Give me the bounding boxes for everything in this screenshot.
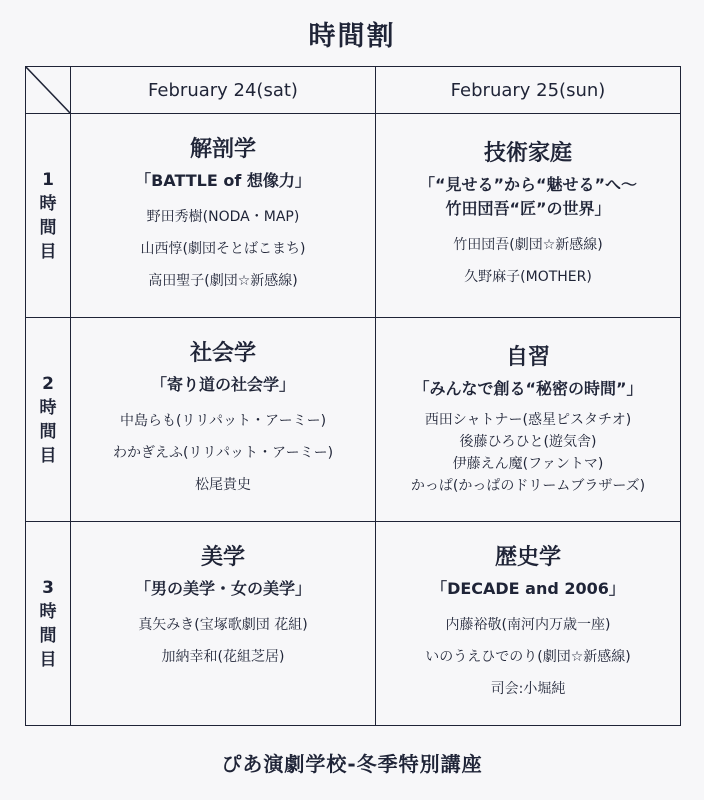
lecturer: 伊藤えん魔(ファントマ) bbox=[452, 455, 604, 472]
period-row bbox=[26, 318, 681, 522]
lecturer: 真矢みき(宝塚歌劇団 花組) bbox=[138, 616, 308, 633]
period-row bbox=[26, 522, 681, 726]
period-number: 1 bbox=[42, 169, 54, 190]
corner-cell bbox=[26, 67, 71, 114]
topic-line: 「“見せる”から“魅せる”へ〜 bbox=[418, 174, 638, 194]
footer-title: ぴあ演劇学校-冬季特別講座 bbox=[221, 752, 483, 776]
diagonal-line-icon bbox=[26, 67, 70, 113]
period-suffix: 時 間 目 bbox=[39, 601, 57, 670]
topic-line: 竹田団吾“匠”の世界」 bbox=[445, 198, 611, 218]
topic-line: 「DECADE and 2006」 bbox=[431, 578, 625, 598]
class-cell bbox=[71, 522, 376, 726]
timetable bbox=[25, 66, 681, 726]
period-suffix: 時 間 目 bbox=[39, 397, 57, 466]
page-title: 時間割 bbox=[308, 21, 396, 52]
lecturer: 後藤ひろひと(遊気舎) bbox=[459, 433, 597, 450]
lecturer: 中島らも(リリパット・アーミー) bbox=[119, 412, 327, 429]
lecturer: 松尾貴史 bbox=[195, 476, 251, 493]
lecturer: 山西惇(劇団そとばこまち) bbox=[140, 240, 306, 257]
class-cell bbox=[376, 522, 681, 726]
subject-title: 美学 bbox=[200, 544, 245, 570]
class-cell bbox=[71, 114, 376, 318]
period-label bbox=[26, 318, 71, 522]
period-label bbox=[26, 522, 71, 726]
class-cell bbox=[376, 318, 681, 522]
lecturer: わかぎえふ(リリパット・アーミー) bbox=[112, 444, 334, 461]
topic-line: 「寄り道の社会学」 bbox=[150, 374, 295, 394]
period-number: 2 bbox=[42, 373, 54, 394]
period-label bbox=[26, 114, 71, 318]
topic-line: 「みんなで創る“秘密の時間”」 bbox=[413, 378, 643, 398]
host-credit: 司会:小堀純 bbox=[490, 680, 566, 697]
period-row bbox=[26, 114, 681, 318]
lecturer: 内藤裕敬(南河内万歳一座) bbox=[445, 616, 611, 633]
subject-title: 歴史学 bbox=[494, 544, 561, 570]
subject-title: 社会学 bbox=[189, 340, 256, 366]
lecturer: 野田秀樹(NODA・MAP) bbox=[146, 208, 300, 225]
class-cell bbox=[71, 318, 376, 522]
lecturer: 高田聖子(劇団☆新感線) bbox=[148, 272, 298, 289]
day-header-sat: February 24(sat) bbox=[71, 67, 376, 114]
subject-title: 解剖学 bbox=[189, 136, 256, 162]
subject-title: 技術家庭 bbox=[483, 140, 572, 166]
lecturer: 竹田団吾(劇団☆新感線) bbox=[453, 236, 603, 253]
period-suffix: 時 間 目 bbox=[39, 193, 57, 262]
subject-title: 自習 bbox=[505, 344, 550, 370]
topic-line: 「BATTLE of 想像力」 bbox=[135, 170, 311, 190]
lecturer: 久野麻子(MOTHER) bbox=[464, 268, 592, 285]
header-row bbox=[26, 67, 681, 114]
lecturer: いのうえひでのり(劇団☆新感線) bbox=[425, 648, 631, 665]
day-header-sun: February 25(sun) bbox=[376, 67, 681, 114]
topic-line: 「男の美学・女の美学」 bbox=[134, 578, 311, 598]
class-cell bbox=[376, 114, 681, 318]
lecturer: 加納幸和(花組芝居) bbox=[161, 648, 285, 665]
lecturer: かっぱ(かっぱのドリームブラザーズ) bbox=[410, 477, 646, 494]
lecturer: 西田シャトナー(惑星ピスタチオ) bbox=[424, 411, 632, 428]
period-number: 3 bbox=[42, 577, 54, 598]
